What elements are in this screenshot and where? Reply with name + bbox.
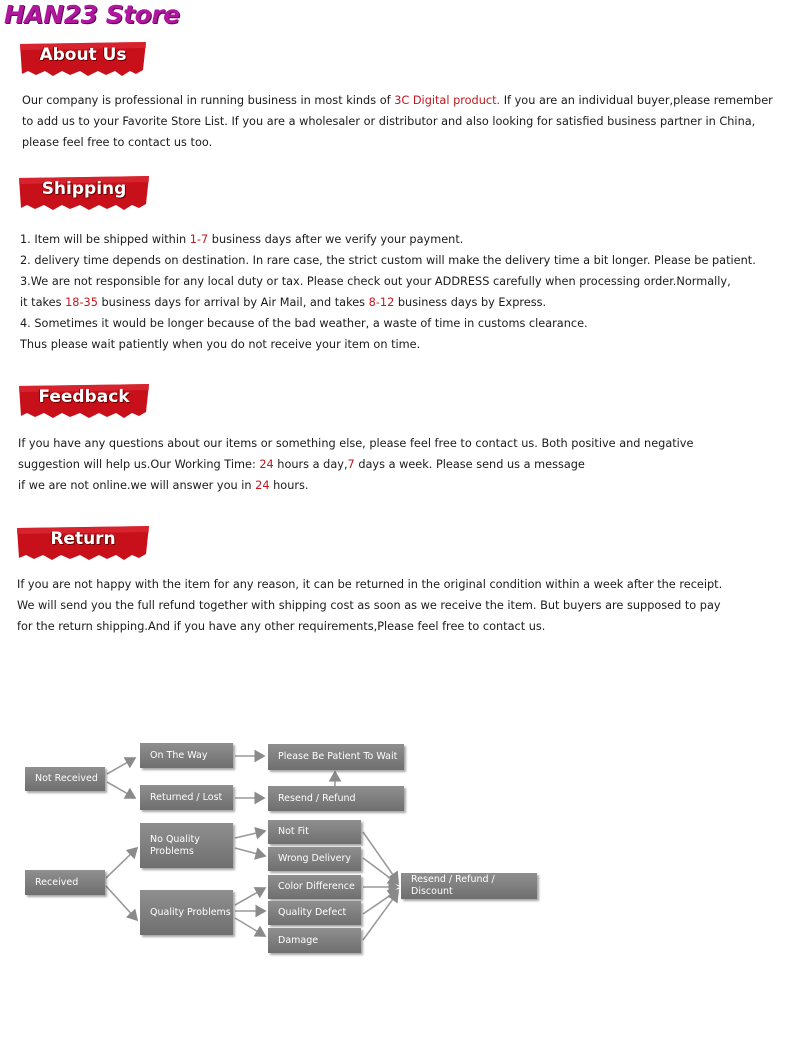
return-banner — [17, 524, 149, 558]
feedback-line: hours. — [269, 479, 309, 492]
feedback-line: hours a day, — [273, 458, 348, 471]
node-received — [25, 870, 105, 895]
return-line: We will send you the full refund together with shipping cost as soon as we receive the item. But buyers are supposed to pay — [17, 599, 721, 612]
node-label: Resend / Refund — [278, 792, 356, 804]
highlight-text: 18-35 — [65, 296, 98, 309]
node-color-difference — [268, 875, 361, 899]
shipping-banner — [19, 174, 149, 208]
node-label: Quality Defect — [278, 907, 347, 918]
node-label: Color Difference — [278, 881, 355, 892]
highlight-text: 7 — [347, 458, 355, 471]
node-resend-refund-discount — [401, 873, 537, 899]
node-label: Not Fit — [278, 826, 309, 837]
about-us-text — [22, 90, 773, 153]
node-no-quality-problems — [140, 823, 233, 868]
node-label: No Quality Problems — [150, 833, 200, 857]
shipping-heading: Shipping — [41, 179, 127, 199]
about-us-banner — [20, 40, 146, 74]
about-us-heading: About Us — [39, 45, 127, 65]
feedback-banner — [19, 382, 149, 416]
shipping-line: it takes — [20, 296, 66, 309]
return-line: If you are not happy with the item for any reason, it can be returned in the original condition within a week after the receipt. — [17, 578, 723, 591]
node-label: On The Way — [150, 749, 208, 761]
shipping-line: business days after we verify your payment. — [208, 233, 464, 246]
node-wrong-delivery — [268, 847, 361, 871]
highlight-text: 8-12 — [368, 296, 395, 309]
highlight-text: 1-7 — [189, 233, 209, 246]
node-label: Returned / Lost — [150, 791, 223, 803]
shipping-line: 2. delivery time depends on destination. In rare case, the strict custom will make the delivery time a bit longer. Please be patient. — [20, 254, 756, 267]
return-text — [17, 574, 722, 637]
highlight-text: 3C Digital product. — [394, 94, 501, 107]
node-quality-problems — [140, 890, 233, 935]
feedback-line: If you have any questions about our items or something else, please feel free to contact us. Both positive and negative — [18, 437, 694, 450]
about-text: to add us to your Favorite Store List. If you are a wholesaler or distributor and also looking for satisfied business partner in China, — [22, 115, 756, 128]
highlight-text: 24 — [259, 458, 274, 471]
node-label: Received — [35, 876, 79, 888]
node-on-the-way — [140, 743, 233, 768]
node-quality-defect — [268, 901, 361, 925]
node-label: Not Received — [35, 773, 98, 784]
feedback-heading: Feedback — [38, 387, 130, 407]
shipping-line: 3.We are not responsible for any local duty or tax. Please check out your ADDRESS carefully when processing order.Normally, — [20, 275, 731, 288]
node-not-received — [25, 767, 105, 791]
feedback-text — [18, 433, 693, 496]
about-text: please feel free to contact us too. — [22, 136, 213, 149]
node-label: Quality Problems — [150, 906, 231, 918]
shipping-line: Thus please wait patiently when you do not receive your item on time. — [20, 338, 421, 351]
about-text: If you are an individual buyer,please remember — [500, 94, 773, 107]
node-label: Wrong Delivery — [278, 853, 351, 864]
shipping-line: 1. Item will be shipped within — [20, 233, 190, 246]
about-text: Our company is professional in running business in most kinds of — [22, 94, 395, 107]
return-heading: Return — [50, 529, 116, 549]
node-label: Please Be Patient To Wait — [278, 751, 398, 762]
feedback-line: days a week. Please send us a message — [354, 458, 585, 471]
node-label: Damage — [278, 934, 319, 946]
shipping-text — [20, 229, 756, 355]
node-returned-lost — [140, 785, 233, 810]
store-title: HAN23 Store — [4, 0, 180, 29]
node-please-wait — [268, 744, 404, 770]
shipping-line: business days for arrival by Air Mail, and takes — [97, 296, 369, 309]
node-not-fit — [268, 820, 361, 844]
return-flowchart — [0, 730, 800, 970]
shipping-line: 4. Sometimes it would be longer because of the bad weather, a waste of time in customs clearance. — [20, 317, 588, 330]
feedback-line: suggestion will help us.Our Working Time: — [18, 458, 260, 471]
shipping-line: business days by Express. — [394, 296, 547, 309]
return-line: for the return shipping.And if you have any other requirements,Please feel free to contact us. — [17, 620, 546, 633]
node-label: Resend / Refund / Discount — [411, 874, 495, 897]
node-damage — [268, 928, 361, 953]
node-resend-refund — [268, 786, 404, 811]
feedback-line: if we are not online.we will answer you in — [18, 479, 256, 492]
highlight-text: 24 — [255, 479, 270, 492]
